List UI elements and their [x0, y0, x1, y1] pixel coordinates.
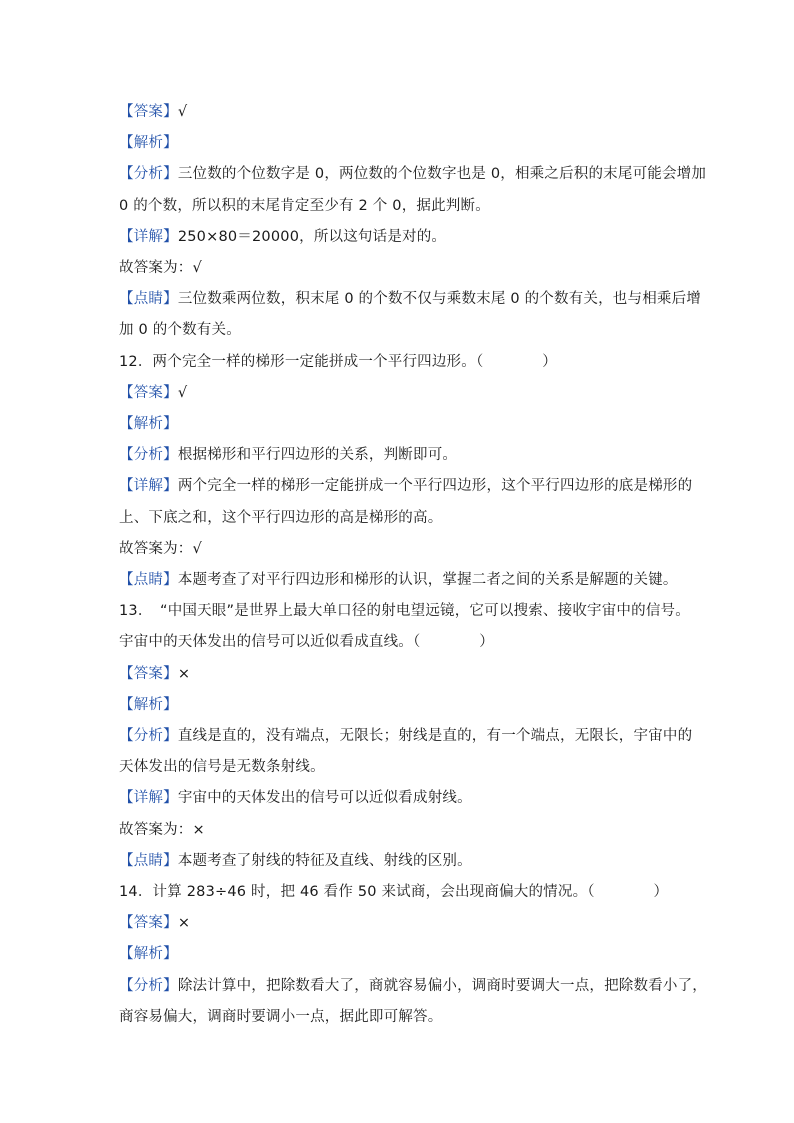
line-text: 宇宙中的天体发出的信号可以近似看成直线。（ ）	[119, 634, 494, 651]
line-text: 250×80＝20000，所以这句话是对的。	[177, 228, 447, 245]
section-tag: 【解析】	[119, 135, 178, 152]
line-text: 宇宙中的天体发出的信号可以近似看成射线。	[177, 790, 472, 807]
section-tag: 【答案】	[119, 915, 178, 932]
text-line	[119, 913, 679, 933]
text-line	[119, 414, 679, 434]
line-text: √	[177, 384, 188, 401]
line-text: 商容易偏大，调商时要调小一点，据此即可解答。	[119, 1008, 443, 1025]
text-line	[119, 570, 679, 590]
section-tag: 【解析】	[119, 416, 178, 432]
text-line	[119, 258, 679, 278]
text-line	[119, 695, 679, 715]
line-text: 两个完全一样的梯形一定能拼成一个平行四边形，这个平行四边形的底是梯形的	[177, 478, 693, 495]
line-text: 三位数的个位数字是 0，两位数的个位数字也是 0，相乘之后积的末尾可能会增加	[177, 166, 707, 183]
text-line	[119, 726, 693, 746]
text-line	[119, 882, 679, 902]
section-tag: 【点睛】	[119, 291, 178, 308]
text-line	[119, 601, 690, 621]
line-text: 故答案为：√	[119, 260, 202, 276]
text-line	[119, 227, 679, 247]
section-tag: 【分析】	[119, 728, 178, 744]
section-tag: 【答案】	[119, 665, 178, 682]
text-line	[119, 383, 679, 403]
section-tag: 【分析】	[119, 166, 178, 183]
line-text: 故答案为：×	[119, 821, 205, 838]
section-tag: 【解析】	[119, 946, 178, 963]
line-text: 本题考查了对平行四边形和梯形的认识，掌握二者之间的关系是解题的关键。	[177, 572, 678, 588]
line-text: 加 0 的个数有关。	[119, 322, 241, 339]
line-text: 13． “中国天眼”是世界上最大单口径的射电望远镜，它可以搜索、接收宇宙中的信号。	[119, 603, 690, 620]
line-text: 上、下底之和，这个平行四边形的高是梯形的高。	[119, 509, 443, 526]
line-text: 14．计算 283÷46 时，把 46 看作 50 来试商，会出现商偏大的情况。（ ）	[119, 884, 669, 900]
section-tag: 【点睛】	[119, 852, 178, 869]
text-line	[119, 820, 679, 840]
text-line	[119, 352, 679, 372]
text-line	[119, 508, 679, 528]
section-tag: 【分析】	[119, 447, 178, 464]
text-line	[119, 476, 693, 496]
line-text: ×	[177, 665, 191, 682]
section-tag: 【详解】	[119, 228, 178, 245]
text-line	[119, 164, 707, 184]
line-text: 天体发出的信号是无数条射线。	[119, 759, 325, 776]
section-tag: 【分析】	[119, 977, 178, 994]
section-tag: 【点睛】	[119, 572, 178, 588]
line-text: 三位数乘两位数，积末尾 0 的个数不仅与乘数末尾 0 的个数有关，也与相乘后增	[177, 291, 701, 308]
text-line	[119, 196, 679, 216]
line-text: ×	[177, 915, 191, 932]
section-tag: 【详解】	[119, 478, 178, 495]
text-line	[119, 320, 679, 340]
text-line	[119, 102, 679, 122]
text-line	[119, 1007, 679, 1027]
line-text: 直线是直的，没有端点，无限长；射线是直的，有一个端点，无限长，宇宙中的	[177, 728, 693, 744]
text-line	[119, 757, 679, 777]
line-text: 根据梯形和平行四边形的关系，判断即可。	[177, 447, 458, 464]
section-tag: 【答案】	[119, 104, 178, 120]
section-tag: 【详解】	[119, 790, 178, 807]
text-line	[119, 133, 679, 153]
line-text: √	[177, 104, 188, 120]
text-line	[119, 539, 679, 559]
text-line	[119, 445, 679, 465]
line-text: 12．两个完全一样的梯形一定能拼成一个平行四边形。（ ）	[119, 353, 557, 370]
line-text: 除法计算中，把除数看大了，商就容易偏小，调商时要调大一点，把除数看小了，	[177, 977, 708, 994]
text-line	[119, 944, 679, 964]
line-text: 0 的个数，所以积的末尾肯定至少有 2 个 0，据此判断。	[119, 197, 490, 214]
text-line	[119, 788, 679, 808]
line-text: 故答案为：√	[119, 540, 202, 557]
text-line	[119, 851, 679, 871]
text-line	[119, 664, 679, 684]
text-line	[119, 632, 679, 652]
text-line	[119, 289, 701, 309]
section-tag: 【答案】	[119, 384, 178, 401]
text-line	[119, 976, 708, 996]
section-tag: 【解析】	[119, 696, 178, 713]
line-text: 本题考查了射线的特征及直线、射线的区别。	[177, 852, 472, 869]
